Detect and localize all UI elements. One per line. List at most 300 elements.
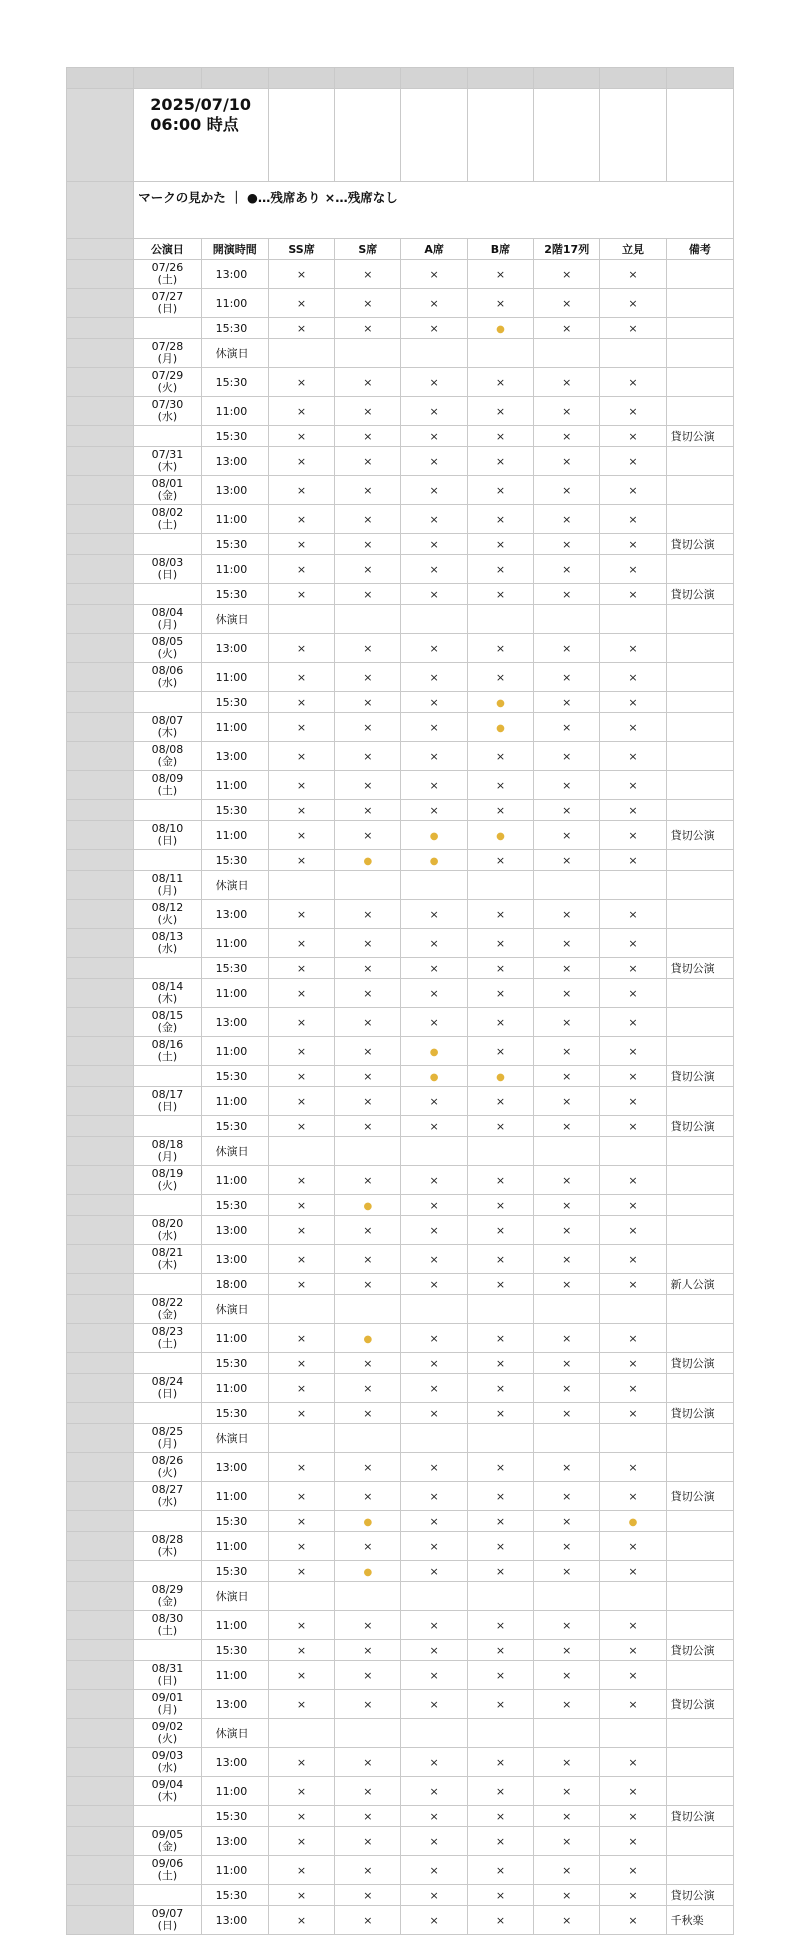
weekday-text: (金) bbox=[157, 755, 178, 768]
available-mark: ● bbox=[496, 722, 505, 734]
schedule-row bbox=[67, 1748, 734, 1777]
performance-date bbox=[134, 584, 201, 605]
sold-out-mark: × bbox=[562, 1913, 572, 1927]
seat-status bbox=[534, 1661, 600, 1690]
seat-status bbox=[467, 339, 533, 368]
row-gutter bbox=[67, 713, 134, 742]
sold-out-mark: × bbox=[296, 1913, 307, 1927]
sold-out-mark: × bbox=[296, 1643, 307, 1657]
seat-status bbox=[335, 929, 401, 958]
row-gutter bbox=[67, 1690, 134, 1719]
remarks bbox=[666, 771, 733, 800]
row-gutter bbox=[67, 605, 134, 634]
performance-date bbox=[134, 1856, 201, 1885]
seat-status bbox=[335, 584, 401, 605]
seat-status bbox=[268, 958, 334, 979]
date-text: 09/07 bbox=[151, 1907, 184, 1920]
row-gutter bbox=[67, 771, 134, 800]
seat-status bbox=[401, 555, 467, 584]
performance-date bbox=[134, 1008, 201, 1037]
seat-status bbox=[401, 1906, 467, 1935]
sold-out-mark: × bbox=[628, 267, 638, 281]
availability-sheet bbox=[66, 67, 734, 1935]
seat-status bbox=[401, 1195, 467, 1216]
date-text: 08/17 bbox=[151, 1088, 184, 1101]
schedule-row bbox=[67, 1403, 734, 1424]
sold-out-mark: × bbox=[296, 1863, 307, 1877]
schedule-row bbox=[67, 929, 734, 958]
performance-date bbox=[134, 1719, 201, 1748]
remarks bbox=[666, 1561, 733, 1582]
seat-status bbox=[467, 1856, 533, 1885]
seat-status bbox=[534, 397, 600, 426]
seat-status bbox=[335, 397, 401, 426]
remarks bbox=[666, 339, 733, 368]
seat-status bbox=[467, 1195, 533, 1216]
start-time: 15:30 bbox=[201, 368, 268, 397]
sold-out-mark: × bbox=[429, 1094, 439, 1108]
remarks: 貸切公演 bbox=[666, 584, 733, 605]
seat-status bbox=[534, 505, 600, 534]
sold-out-mark: × bbox=[628, 1406, 638, 1420]
remarks bbox=[666, 397, 733, 426]
sold-out-mark: × bbox=[628, 1755, 638, 1769]
weekday-text: (金) bbox=[157, 1308, 178, 1321]
seat-status bbox=[401, 900, 467, 929]
seat-status bbox=[401, 505, 467, 534]
seat-status bbox=[335, 663, 401, 692]
seat-status bbox=[467, 397, 533, 426]
performance-date bbox=[134, 555, 201, 584]
sold-out-mark: × bbox=[363, 512, 373, 526]
date-text: 09/01 bbox=[151, 1691, 184, 1704]
start-time: 11:00 bbox=[201, 771, 268, 800]
sold-out-mark: × bbox=[296, 483, 307, 497]
seat-status bbox=[401, 821, 467, 850]
remarks bbox=[666, 800, 733, 821]
seat-status bbox=[534, 1245, 600, 1274]
seat-status bbox=[268, 1066, 334, 1087]
performance-date bbox=[134, 1295, 201, 1324]
seat-status bbox=[335, 958, 401, 979]
sold-out-mark: × bbox=[628, 670, 638, 684]
sold-out-mark: × bbox=[562, 296, 572, 310]
sold-out-mark: × bbox=[296, 1381, 307, 1395]
remarks bbox=[666, 713, 733, 742]
start-time: 15:30 bbox=[201, 1195, 268, 1216]
performance-date bbox=[134, 1066, 201, 1087]
row-gutter bbox=[67, 1561, 134, 1582]
remarks bbox=[666, 692, 733, 713]
remarks: 貸切公演 bbox=[666, 534, 733, 555]
sold-out-mark: × bbox=[495, 1277, 506, 1291]
seat-status bbox=[335, 900, 401, 929]
seat-status bbox=[600, 1690, 666, 1719]
seat-status bbox=[335, 289, 401, 318]
sold-out-mark: × bbox=[628, 1356, 638, 1370]
sold-out-mark: × bbox=[628, 483, 638, 497]
schedule-row bbox=[67, 1611, 734, 1640]
schedule-row bbox=[67, 1374, 734, 1403]
performance-date bbox=[134, 900, 201, 929]
schedule-row bbox=[67, 1137, 734, 1166]
row-gutter bbox=[67, 1245, 134, 1274]
seat-status bbox=[268, 1661, 334, 1690]
seat-status bbox=[600, 1424, 666, 1453]
sold-out-mark: × bbox=[429, 961, 439, 975]
sold-out-mark: × bbox=[429, 1564, 439, 1578]
sold-out-mark: × bbox=[296, 1069, 307, 1083]
sold-out-mark: × bbox=[296, 1015, 307, 1029]
schedule-row bbox=[67, 1806, 734, 1827]
sold-out-mark: × bbox=[628, 803, 638, 817]
sold-out-mark: × bbox=[628, 1277, 638, 1291]
available-mark: ● bbox=[496, 830, 505, 842]
performance-date bbox=[134, 1245, 201, 1274]
date-text: 09/04 bbox=[151, 1778, 184, 1791]
seat-status bbox=[534, 1137, 600, 1166]
start-time: 15:30 bbox=[201, 1353, 268, 1374]
seat-status bbox=[534, 713, 600, 742]
seat-status bbox=[401, 397, 467, 426]
sold-out-mark: × bbox=[562, 1331, 572, 1345]
sold-out-mark: × bbox=[495, 1252, 506, 1266]
sold-out-mark: × bbox=[363, 1044, 373, 1058]
sold-out-mark: × bbox=[628, 587, 638, 601]
sold-out-mark: × bbox=[562, 1784, 572, 1798]
sold-out-mark: × bbox=[363, 1834, 373, 1848]
weekday-text: (水) bbox=[157, 1229, 178, 1242]
sold-out-mark: × bbox=[628, 749, 638, 763]
remarks bbox=[666, 929, 733, 958]
seat-status bbox=[467, 929, 533, 958]
schedule-row bbox=[67, 1511, 734, 1532]
seat-status bbox=[534, 1066, 600, 1087]
row-gutter bbox=[67, 1906, 134, 1935]
seat-status bbox=[600, 821, 666, 850]
column-header-date: 公演日 bbox=[134, 239, 201, 260]
available-mark: ● bbox=[496, 697, 505, 709]
sold-out-mark: × bbox=[628, 1539, 638, 1553]
seat-status bbox=[467, 850, 533, 871]
remarks bbox=[666, 900, 733, 929]
schedule-row bbox=[67, 584, 734, 605]
start-time: 15:30 bbox=[201, 800, 268, 821]
sold-out-mark: × bbox=[296, 907, 307, 921]
remarks bbox=[666, 260, 733, 289]
sold-out-mark: × bbox=[495, 1888, 506, 1902]
sold-out-mark: × bbox=[296, 1198, 307, 1212]
sold-out-mark: × bbox=[562, 907, 572, 921]
sold-out-mark: × bbox=[429, 562, 439, 576]
schedule-row bbox=[67, 1274, 734, 1295]
seat-status bbox=[335, 1066, 401, 1087]
seat-status bbox=[467, 871, 533, 900]
start-time: 15:30 bbox=[201, 534, 268, 555]
seat-status bbox=[335, 1424, 401, 1453]
seat-status bbox=[401, 634, 467, 663]
sold-out-mark: × bbox=[562, 961, 572, 975]
seat-status bbox=[534, 692, 600, 713]
seat-status bbox=[401, 1885, 467, 1906]
seat-status bbox=[268, 605, 334, 634]
seat-status bbox=[401, 1374, 467, 1403]
date-text: 07/28 bbox=[151, 340, 184, 353]
sold-out-mark: × bbox=[363, 454, 373, 468]
weekday-text: (金) bbox=[157, 1595, 178, 1608]
seat-status bbox=[268, 1532, 334, 1561]
remarks bbox=[666, 1611, 733, 1640]
sold-out-mark: × bbox=[562, 1888, 572, 1902]
seat-status bbox=[600, 1137, 666, 1166]
seat-status bbox=[467, 1453, 533, 1482]
start-time: 11:00 bbox=[201, 929, 268, 958]
sold-out-mark: × bbox=[363, 267, 373, 281]
sold-out-mark: × bbox=[628, 537, 638, 551]
sold-out-mark: × bbox=[562, 1381, 572, 1395]
seat-status bbox=[335, 1008, 401, 1037]
sold-out-mark: × bbox=[296, 1356, 307, 1370]
sold-out-mark: × bbox=[429, 1331, 439, 1345]
seat-status bbox=[600, 929, 666, 958]
seat-status bbox=[600, 397, 666, 426]
schedule-row bbox=[67, 713, 734, 742]
remarks: 貸切公演 bbox=[666, 821, 733, 850]
sold-out-mark: × bbox=[296, 1331, 307, 1345]
seat-status bbox=[534, 260, 600, 289]
start-time: 11:00 bbox=[201, 1374, 268, 1403]
seat-status bbox=[600, 634, 666, 663]
row-gutter bbox=[67, 742, 134, 771]
performance-date bbox=[134, 260, 201, 289]
sold-out-mark: × bbox=[363, 404, 373, 418]
seat-status bbox=[534, 1274, 600, 1295]
remarks bbox=[666, 1511, 733, 1532]
column-header-s: S席 bbox=[335, 239, 401, 260]
performance-date bbox=[134, 1777, 201, 1806]
weekday-text: (水) bbox=[157, 1495, 178, 1508]
sold-out-mark: × bbox=[495, 1618, 506, 1632]
seat-status bbox=[401, 605, 467, 634]
seat-status bbox=[268, 1482, 334, 1511]
sold-out-mark: × bbox=[562, 803, 572, 817]
schedule-row bbox=[67, 1885, 734, 1906]
seat-status bbox=[467, 900, 533, 929]
sold-out-mark: × bbox=[429, 803, 439, 817]
seat-status bbox=[467, 1561, 533, 1582]
sold-out-mark: × bbox=[296, 1888, 307, 1902]
sold-out-mark: × bbox=[363, 828, 373, 842]
remarks bbox=[666, 1719, 733, 1748]
sold-out-mark: × bbox=[495, 1223, 506, 1237]
seat-status bbox=[467, 1008, 533, 1037]
seat-status bbox=[335, 1827, 401, 1856]
seat-status bbox=[600, 1906, 666, 1935]
weekday-text: (木) bbox=[157, 1545, 178, 1558]
seat-status bbox=[335, 692, 401, 713]
schedule-row bbox=[67, 426, 734, 447]
start-time: 15:30 bbox=[201, 1561, 268, 1582]
row-gutter bbox=[67, 1453, 134, 1482]
seat-status bbox=[401, 1087, 467, 1116]
sold-out-mark: × bbox=[628, 1809, 638, 1823]
weekday-text: (月) bbox=[157, 618, 178, 631]
performance-date bbox=[134, 1324, 201, 1353]
sold-out-mark: × bbox=[429, 1618, 439, 1632]
schedule-row bbox=[67, 1324, 734, 1353]
seat-status bbox=[401, 1511, 467, 1532]
sold-out-mark: × bbox=[495, 1044, 506, 1058]
date-text: 08/11 bbox=[151, 872, 184, 885]
sold-out-mark: × bbox=[363, 1015, 373, 1029]
remarks bbox=[666, 1424, 733, 1453]
seat-status bbox=[600, 476, 666, 505]
seat-status bbox=[401, 1324, 467, 1353]
sold-out-mark: × bbox=[296, 1755, 307, 1769]
seat-status bbox=[467, 821, 533, 850]
row-gutter bbox=[67, 1661, 134, 1690]
start-time: 13:00 bbox=[201, 900, 268, 929]
performance-date bbox=[134, 605, 201, 634]
sold-out-mark: × bbox=[429, 1913, 439, 1927]
sold-out-mark: × bbox=[363, 562, 373, 576]
date-text: 08/16 bbox=[151, 1038, 184, 1051]
seat-status bbox=[335, 713, 401, 742]
sold-out-mark: × bbox=[429, 1863, 439, 1877]
seat-status bbox=[600, 1719, 666, 1748]
seat-status bbox=[335, 850, 401, 871]
performance-date bbox=[134, 979, 201, 1008]
seat-status bbox=[467, 713, 533, 742]
performance-date bbox=[134, 1453, 201, 1482]
sold-out-mark: × bbox=[495, 936, 506, 950]
seat-status bbox=[268, 426, 334, 447]
sold-out-mark: × bbox=[363, 1618, 373, 1632]
seat-status bbox=[600, 1511, 666, 1532]
sold-out-mark: × bbox=[363, 670, 373, 684]
seat-status bbox=[335, 634, 401, 663]
available-mark: ● bbox=[429, 855, 439, 867]
seat-status bbox=[401, 929, 467, 958]
row-gutter bbox=[67, 1195, 134, 1216]
schedule-row bbox=[67, 958, 734, 979]
row-gutter bbox=[67, 505, 134, 534]
weekday-text: (水) bbox=[157, 942, 178, 955]
seat-status bbox=[467, 1906, 533, 1935]
seat-status bbox=[534, 1353, 600, 1374]
date-text: 08/12 bbox=[151, 901, 184, 914]
sold-out-mark: × bbox=[628, 1198, 638, 1212]
seat-status bbox=[467, 1885, 533, 1906]
row-gutter bbox=[67, 1403, 134, 1424]
seat-status bbox=[534, 1166, 600, 1195]
schedule-row bbox=[67, 476, 734, 505]
seat-status bbox=[600, 289, 666, 318]
seat-status bbox=[401, 1640, 467, 1661]
schedule-row bbox=[67, 1116, 734, 1137]
sold-out-mark: × bbox=[562, 749, 572, 763]
remarks bbox=[666, 1453, 733, 1482]
seat-status bbox=[600, 534, 666, 555]
weekday-text: (日) bbox=[157, 568, 178, 581]
seat-status bbox=[268, 1324, 334, 1353]
sold-out-mark: × bbox=[562, 1834, 572, 1848]
seat-status bbox=[401, 426, 467, 447]
sold-out-mark: × bbox=[296, 1539, 307, 1553]
seat-status bbox=[401, 1116, 467, 1137]
date-text: 08/05 bbox=[151, 635, 184, 648]
sold-out-mark: × bbox=[429, 1460, 439, 1474]
sold-out-mark: × bbox=[495, 641, 506, 655]
sold-out-mark: × bbox=[296, 1173, 307, 1187]
schedule-row bbox=[67, 1719, 734, 1748]
performance-date bbox=[134, 1885, 201, 1906]
sold-out-mark: × bbox=[363, 1173, 373, 1187]
schedule-row bbox=[67, 447, 734, 476]
performance-date bbox=[134, 318, 201, 339]
row-gutter bbox=[67, 1216, 134, 1245]
sold-out-mark: × bbox=[495, 1834, 506, 1848]
seat-status bbox=[467, 289, 533, 318]
seat-status bbox=[534, 1216, 600, 1245]
performance-date bbox=[134, 929, 201, 958]
performance-date bbox=[134, 1561, 201, 1582]
remarks bbox=[666, 634, 733, 663]
seat-status bbox=[467, 1403, 533, 1424]
remarks bbox=[666, 368, 733, 397]
performance-date bbox=[134, 1532, 201, 1561]
weekday-text: (水) bbox=[157, 1761, 178, 1774]
row-gutter bbox=[67, 182, 134, 239]
seat-status bbox=[467, 771, 533, 800]
remarks bbox=[666, 1037, 733, 1066]
seat-status bbox=[467, 505, 533, 534]
date-text: 09/02 bbox=[151, 1720, 184, 1733]
seat-status bbox=[268, 871, 334, 900]
seat-status bbox=[467, 1532, 533, 1561]
sold-out-mark: × bbox=[363, 321, 373, 335]
seat-status bbox=[268, 1827, 334, 1856]
row-gutter bbox=[67, 692, 134, 713]
sold-out-mark: × bbox=[363, 1069, 373, 1083]
seat-status bbox=[268, 289, 334, 318]
seat-status bbox=[600, 713, 666, 742]
seat-status bbox=[534, 1748, 600, 1777]
sold-out-mark: × bbox=[562, 321, 572, 335]
sold-out-mark: × bbox=[562, 778, 572, 792]
sold-out-mark: × bbox=[628, 828, 638, 842]
schedule-row bbox=[67, 821, 734, 850]
seat-status bbox=[600, 1216, 666, 1245]
seat-status bbox=[268, 397, 334, 426]
start-time: 11:00 bbox=[201, 1087, 268, 1116]
sold-out-mark: × bbox=[296, 1223, 307, 1237]
remarks bbox=[666, 1661, 733, 1690]
weekday-text: (月) bbox=[157, 884, 178, 897]
remarks: 貸切公演 bbox=[666, 426, 733, 447]
seat-status bbox=[534, 958, 600, 979]
sold-out-mark: × bbox=[562, 1809, 572, 1823]
start-time: 13:00 bbox=[201, 634, 268, 663]
row-gutter bbox=[67, 1274, 134, 1295]
seat-status bbox=[401, 584, 467, 605]
sold-out-mark: × bbox=[628, 1863, 638, 1877]
seat-status bbox=[534, 368, 600, 397]
sold-out-mark: × bbox=[363, 483, 373, 497]
remarks bbox=[666, 1166, 733, 1195]
sold-out-mark: × bbox=[562, 1460, 572, 1474]
date-text: 07/30 bbox=[151, 398, 184, 411]
